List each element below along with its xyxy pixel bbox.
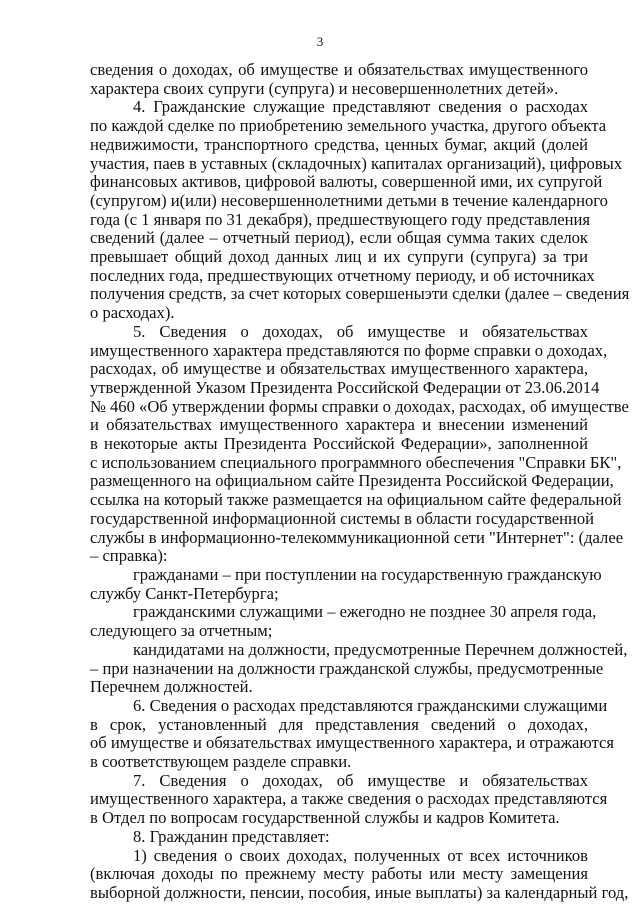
text-line: в некоторые акты Президента Российской Федерации», заполненной [90,434,588,454]
paragraph-civil-servants [90,602,597,641]
text-line: кандидатами на должности, предусмотренные Перечнем должностей, [133,639,628,659]
text-line: в соответствующем разделе справки. [90,752,352,772]
text-line: сведения о доходах, об имуществе и обязательствах имущественного [90,60,588,79]
document-body [90,60,630,903]
paragraph-item-4 [90,97,630,323]
paragraph-item-8 [90,828,588,847]
text-line: – справка): [90,546,168,566]
text-line: следующего за отчетным; [90,621,273,641]
paragraph-citizens [90,564,602,603]
text-line: Перечнем должностей. [90,677,253,697]
text-line: превышает общий доход данных лиц и их супруги (супруга) за три [90,247,588,267]
text-line: службы в информационно-телекоммуникационной сети "Интернет": (далее [90,527,624,547]
text-line: получения средств, за счет которых совершеныэти сделки (далее – сведения [90,284,630,304]
paragraph-subitem-1 [90,845,629,903]
text-line: размещенного на официальном сайте Президента Российской Федерации, [90,471,614,491]
text-line: года (с 1 января по 31 декабря), предшествующего году представления [90,209,591,229]
paragraph-item-6 [90,695,615,772]
paragraph-continuation [90,61,588,98]
text-line: имущественного характера представляются по форме справки о доходах, [90,340,608,360]
paragraph-item-5 [90,321,629,566]
text-line: 7. Сведения о доходах, об имуществе и обязательствах [133,770,588,790]
text-line: выборной должности, пенсии, пособия, иные выплаты) за календарный год, [90,882,629,902]
text-line: ссылка на который также размещается на официальном сайте федеральной [90,490,622,510]
text-line: № 460 «Об утверждении формы справки о доходах, расходах, об имуществе [90,396,629,416]
text-line: о расходах). [90,303,175,323]
text-line: финансовых активов, цифровой валюты, совершенной ими, их супругой [90,172,603,192]
text-line: имущественного характера, а также сведения о расходах представляются [90,789,608,809]
text-line: утвержденной Указом Президента Российской Федерации от 23.06.2014 [90,377,600,397]
text-line: (включая доходы по прежнему месту работы или месту замещения [90,864,588,884]
text-line: службу Санкт-Петербурга; [90,583,279,603]
text-line: последних года, предшествующих отчетному периоду, и об источниках [90,265,595,285]
page-number: 3 [316,34,324,49]
text-line: по каждой сделке по приобретению земельного участка, другого объекта [90,116,607,136]
text-line: сведений (далее – отчетный период), если общая сумма таких сделок [90,228,588,248]
text-line: об имуществе и обязательствах имущественного характера, и отражаются [90,733,615,753]
text-line: участия, паев в уставных (складочных) капиталах организаций), цифровых [90,153,623,173]
text-line: гражданскими служащими – ежегодно не позднее 30 апреля года, [133,602,597,622]
text-line: – при назначении на должности гражданской службы, предусмотренные [90,658,604,678]
paragraph-candidates [90,639,628,697]
text-line: гражданами – при поступлении на государственную гражданскую [133,564,602,584]
text-line: и обязательствах имущественного характера и внесении изменений [90,415,588,435]
paragraph-item-7 [90,770,608,828]
text-line: в срок, установленный для представления сведений о доходах, [90,714,588,734]
text-line: характера своих супруги (супруга) и несовершеннолетних детей». [90,78,559,98]
text-line: (супругом) и(или) несовершеннолетними детьми в течение календарного [90,190,608,210]
text-line: с использованием специального программного обеспечения "Справки БК", [90,452,622,472]
text-line: расходах, об имуществе и обязательствах имущественного характера, [90,359,588,379]
text-line: 1) сведения о своих доходах, полученных от всех источников [133,845,588,865]
text-line: 4. Гражданские служащие представляют сведения о расходах [133,97,588,117]
text-line: государственной информационной системы в области государственной [90,508,595,528]
text-line: в Отдел по вопросам государственной службы и кадров Комитета. [90,808,560,828]
text-line: недвижимости, транспортного средства, ценных бумаг, акций (долей [90,134,588,154]
text-line: 8. Гражданин представляет: [133,826,330,846]
text-line: 5. Сведения о доходах, об имуществе и обязательствах [133,321,588,341]
text-line: 6. Сведения о расходах представляются гражданскими служащими [133,695,608,715]
